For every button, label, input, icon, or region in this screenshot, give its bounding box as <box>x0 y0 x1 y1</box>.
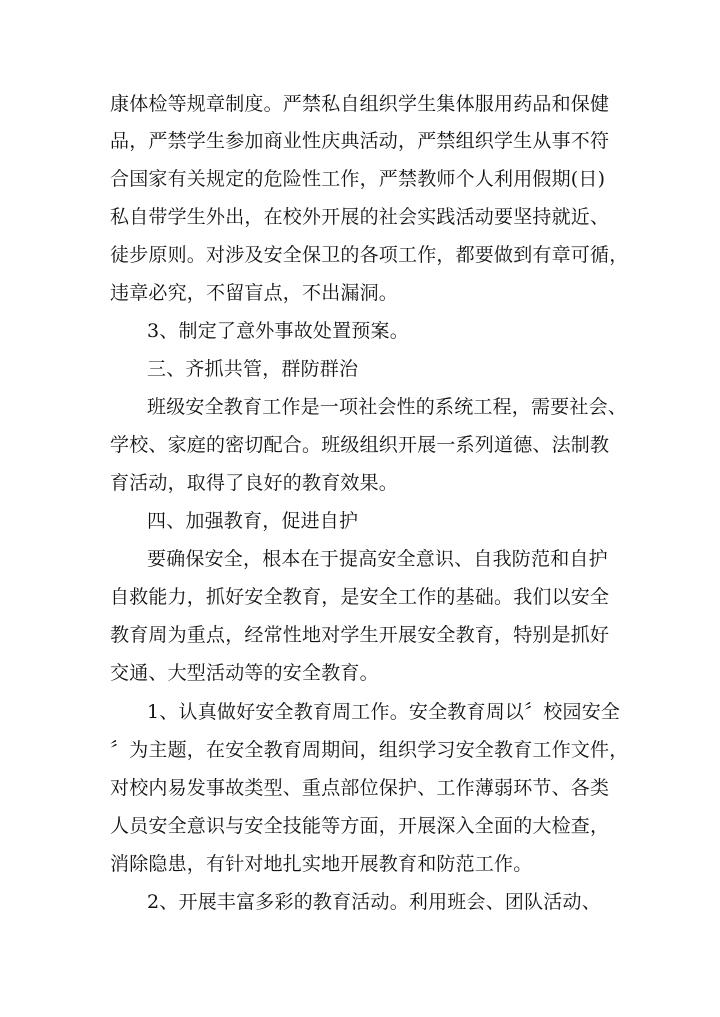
text-line: 康体检等规章制度。严禁私自组织学生集体服用药品和保健 <box>110 93 610 115</box>
list-item: 3、制定了意外事故处置预案。 <box>147 320 409 342</box>
text-line: 人员安全意识与安全技能等方面，开展深入全面的大检查， <box>110 815 610 837</box>
text-line: 班级安全教育工作是一项社会性的系统工程，需要社会、 <box>147 396 628 418</box>
section-heading: 四、加强教育，促进自护 <box>147 510 359 532</box>
text-line: 徒步原则。对涉及安全保卫的各项工作，都要做到有章可循， <box>110 244 629 266</box>
text-line: 合国家有关规定的危险性工作，严禁教师个人利用假期(日) <box>110 168 606 190</box>
text-line: 品，严禁学生参加商业性庆典活动，严禁组织学生从事不符 <box>110 130 610 152</box>
text-line: 消除隐患，有针对地扎实地开展教育和防范工作。 <box>110 853 533 875</box>
text-line: 私自带学生外出，在校外开展的社会实践活动要坚持就近、 <box>110 206 610 228</box>
text-line: 学校、家庭的密切配合。班级组织开展一系列道德、法制教 <box>110 434 610 456</box>
text-line: 育活动，取得了良好的教育效果。 <box>110 472 399 494</box>
text-line: 自救能力，抓好安全教育，是安全工作的基础。我们以安全 <box>110 586 610 608</box>
text-line: 〞为主题，在安全教育周期间，组织学习安全教育工作文件， <box>110 739 629 761</box>
list-item: 1、认真做好安全教育周工作。安全教育周以〞校园安全 <box>147 701 621 723</box>
section-heading: 三、齐抓共管，群防群治 <box>147 358 359 380</box>
list-item: 2、开展丰富多彩的教育活动。利用班会、团队活动、 <box>147 891 601 913</box>
text-line: 交通、大型活动等的安全教育。 <box>110 662 379 684</box>
text-line: 对校内易发事故类型、重点部位保护、工作薄弱环节、各类 <box>110 777 610 799</box>
text-line: 违章必究，不留盲点，不出漏洞。 <box>110 282 399 304</box>
text-line: 要确保安全，根本在于提高安全意识、自我防范和自护 <box>147 548 608 570</box>
text-line: 教育周为重点，经常性地对学生开展安全教育，特别是抓好 <box>110 624 610 646</box>
